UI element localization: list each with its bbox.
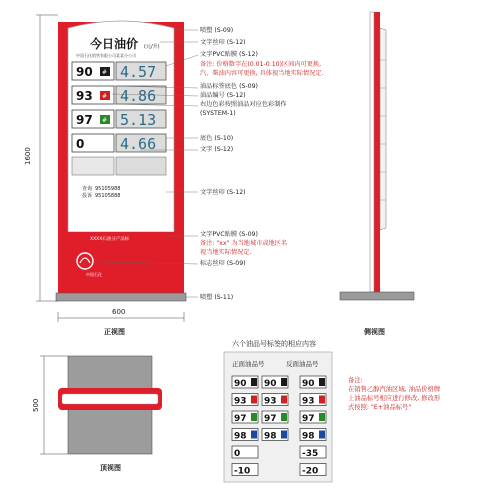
grade-note <box>348 375 441 411</box>
annotation-a7: 油品编号 (S-12) <box>200 92 246 99</box>
grade-label-number: 98 <box>234 431 247 442</box>
grade-badge: # <box>102 117 108 124</box>
grade-label-chip <box>319 378 325 386</box>
annotation-a3: 文字PVC贴膜 (S-12) <box>200 51 258 58</box>
side-base <box>340 292 414 300</box>
annotation-a2: 文字丝印 (S-12) <box>200 39 246 46</box>
annotation-a1: 喷塑 (S-09) <box>200 27 234 34</box>
grade-note-line: 在销售乙醇汽油区域, 油品价格牌 <box>348 386 441 393</box>
grade-label-chip <box>281 413 287 421</box>
height-dim-label: 1600 <box>24 147 32 165</box>
annotation-a12: 文字丝印 (S-12) <box>200 189 246 196</box>
grade-label-chip <box>251 413 257 421</box>
annotation-a8: 右边色彩按照油品对应色彩制作 <box>200 101 287 108</box>
annotation-a11: 文字 (S-12) <box>200 146 234 153</box>
annotation-a4: 备注: 价格数字在(0.01-0.10)区间内可更换, <box>200 61 322 68</box>
grade-badge: # <box>102 69 108 76</box>
grade-label-number: -10 <box>234 466 251 477</box>
price-value: 4.66 <box>120 135 157 153</box>
grade-number: 93 <box>76 89 93 103</box>
grade-label-chip <box>251 396 257 404</box>
grade-number: 97 <box>76 113 93 127</box>
annotation-a13: 文字PVC贴膜 (S-09) <box>200 231 258 238</box>
grades-table <box>224 339 441 482</box>
top-view-caption: 顶视图 <box>100 464 121 472</box>
grade-label-number: 98 <box>264 431 277 442</box>
grade-note-line: 式按照: "E+油品标号" <box>348 404 412 411</box>
grade-label-chip <box>319 431 325 439</box>
grade-label-chip <box>281 396 287 404</box>
depth-dim-label: 500 <box>32 398 40 412</box>
grade-label-number: 97 <box>264 414 277 424</box>
phone-1: 95105988 <box>95 186 121 192</box>
sign-base <box>56 293 186 301</box>
price-value: 4.57 <box>120 63 157 81</box>
col-back-header: 反面油品号 <box>286 360 319 368</box>
annotation-a17: 喷塑 (S-11) <box>200 294 234 301</box>
grade-note-line: 上油品标号相应进行修改, 修改形 <box>348 395 441 402</box>
phone-label-1: 查询 <box>82 186 93 192</box>
grade-badge: # <box>102 93 108 100</box>
annotation-a15: 视当地实际情况定. <box>200 249 252 256</box>
grade-number: 0 <box>76 137 85 151</box>
annotation-a10: 底色 (S-10) <box>200 135 234 142</box>
grade-label-number: 90 <box>302 379 315 389</box>
grade-label-number: 93 <box>264 396 277 407</box>
side-view-caption: 侧视图 <box>364 328 385 336</box>
grade-label-number: 97 <box>234 414 247 424</box>
logo-text: 中国石化 <box>86 272 102 277</box>
front-view <box>24 15 198 336</box>
grade-label-chip <box>281 431 287 439</box>
grade-label-chip <box>251 431 257 439</box>
grade-label-number: 93 <box>234 396 247 407</box>
annotation-a14: 备注: "xx" 为当地城市或地区名 <box>200 240 288 247</box>
grade-label-chip <box>281 378 287 386</box>
grade-label-number: 93 <box>302 396 315 407</box>
grade-label-number: 90 <box>234 379 247 389</box>
col-front-header: 正面油品号 <box>232 360 265 368</box>
price-value: 5.13 <box>120 111 157 129</box>
annotation-a9: (SYSTEM-1) <box>200 110 236 117</box>
grade-label-chip <box>319 396 325 404</box>
phone-2: 95105888 <box>95 193 121 199</box>
side-view <box>340 12 414 336</box>
sign-subtitle: 中国石化销售有限公司某某分公司 <box>76 53 136 58</box>
grade-label-number: 0 <box>234 449 241 459</box>
grade-note-line: 备注: <box>348 377 363 384</box>
annotation-a5: 汽、柴油内容可更换, 具体视当地实际情况定. <box>200 70 324 77</box>
phone-label-2: 投诉 <box>82 193 93 199</box>
width-dim-label: 600 <box>112 308 126 316</box>
side-panel <box>380 28 386 230</box>
station-name: XXXX石油分产品标 <box>90 237 130 242</box>
grade-label-chip <box>319 413 325 421</box>
grades-table-title: 六个油品号标签的相应内容 <box>232 340 316 348</box>
spare-grade-slot <box>72 157 114 175</box>
front-view-caption: 正视图 <box>104 328 125 336</box>
grade-label-number: 98 <box>302 431 315 442</box>
grade-label-number: -20 <box>302 466 319 477</box>
annotation-a6: 油品标签底色 (S-09) <box>200 83 258 90</box>
annotation-a16: 标志丝印 (S-09) <box>200 260 246 267</box>
price-value: 4.86 <box>120 87 157 105</box>
top-view <box>32 356 162 472</box>
sign-title: 今日油价 <box>90 37 139 51</box>
grade-number: 90 <box>76 65 93 79</box>
sign-title-unit: (元/升) <box>144 44 160 50</box>
grade-label-number: -35 <box>302 449 319 459</box>
grade-label-number: 97 <box>302 414 315 424</box>
grade-label-chip <box>251 378 257 386</box>
grade-label-number: 90 <box>264 379 277 389</box>
spare-price-slot <box>116 157 166 175</box>
annotation-list <box>200 26 323 301</box>
